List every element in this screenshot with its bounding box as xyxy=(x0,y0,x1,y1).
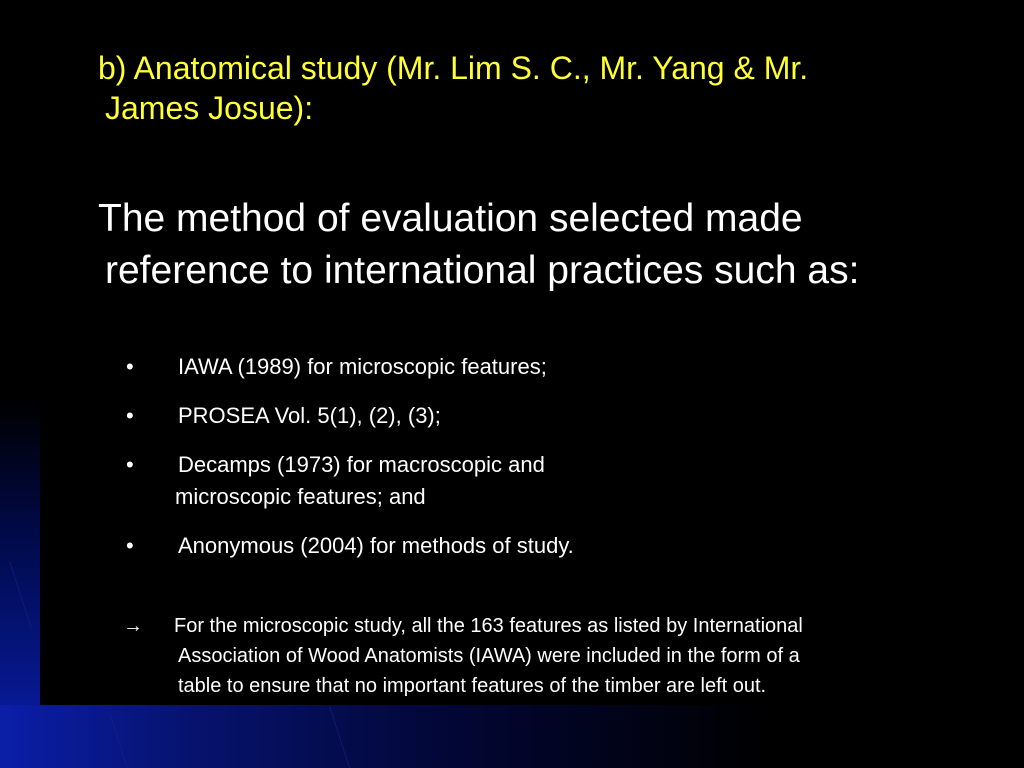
slide-title xyxy=(98,48,998,128)
left-blue-band xyxy=(0,0,40,768)
bullet-icon: • xyxy=(126,533,134,558)
list-item-text-continued: microscopic features; and xyxy=(175,484,426,509)
list-item-text: Decamps (1973) for macroscopic and xyxy=(178,452,545,477)
intro-line-1: The method of evaluation selected made xyxy=(98,197,803,240)
right-arrow-icon: → xyxy=(123,615,143,637)
list-item-text: IAWA (1989) for microscopic features; xyxy=(178,354,547,379)
list-item xyxy=(120,530,740,562)
note-line-2: Association of Wood Anatomists (IAWA) were included in the form of a xyxy=(178,645,800,667)
bullet-icon: • xyxy=(126,403,134,428)
slide-title-line-1: b) Anatomical study (Mr. Lim S. C., Mr. Yang & Mr. xyxy=(98,50,809,86)
list-item xyxy=(120,449,740,513)
bottom-blue-band xyxy=(0,705,1024,768)
bullet-icon: • xyxy=(126,354,134,379)
intro-paragraph xyxy=(98,193,1018,297)
reference-list xyxy=(120,351,740,579)
slide-title-line-2: James Josue): xyxy=(105,90,314,126)
bullet-icon: • xyxy=(126,452,134,477)
intro-line-2: reference to international practices such as: xyxy=(105,249,860,292)
list-item xyxy=(120,351,740,383)
microscopic-study-note xyxy=(123,611,1003,701)
note-text xyxy=(123,611,1003,701)
note-line-3: table to ensure that no important features of the timber are left out. xyxy=(178,675,767,697)
note-line-1: For the microscopic study, all the 163 features as listed by International xyxy=(174,615,803,637)
list-item-text: PROSEA Vol. 5(1), (2), (3); xyxy=(178,403,441,428)
list-item xyxy=(120,400,740,432)
list-item-text: Anonymous (2004) for methods of study. xyxy=(178,533,574,558)
